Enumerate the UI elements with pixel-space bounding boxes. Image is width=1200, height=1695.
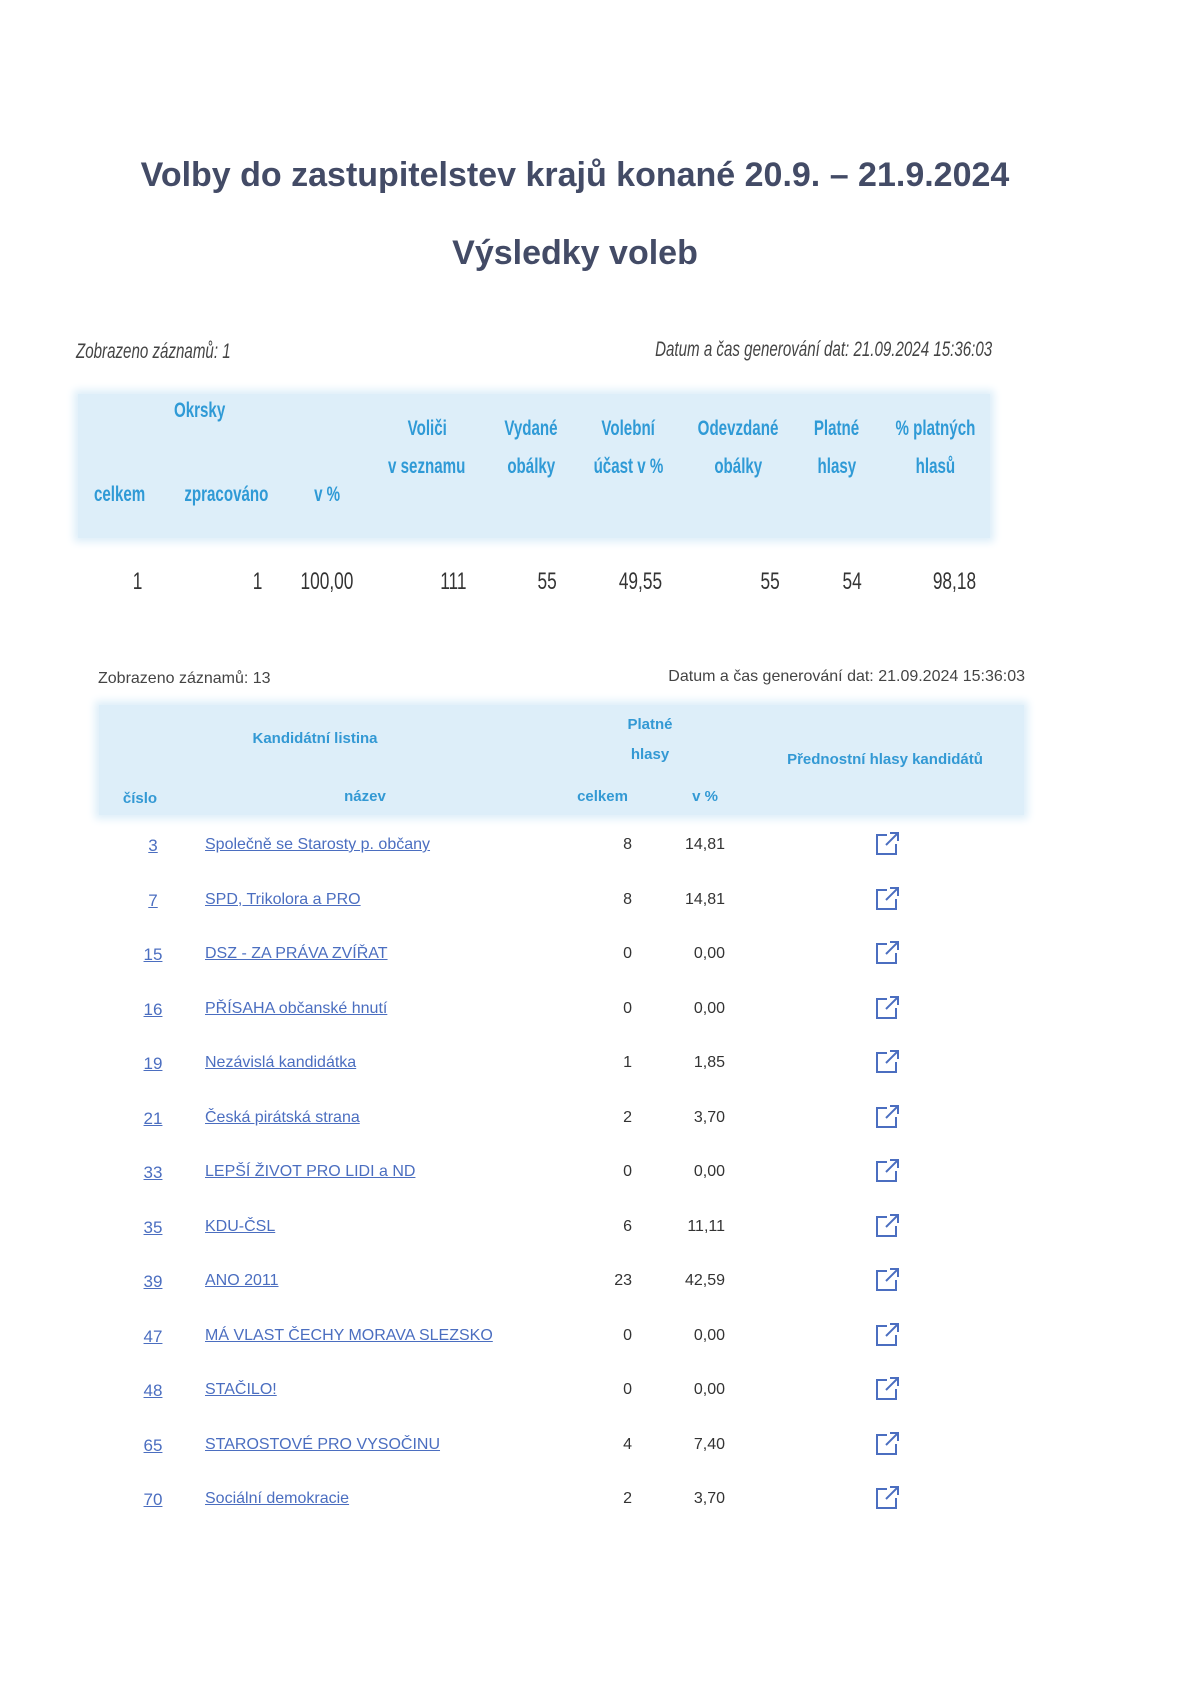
party-name-link[interactable]: Společně se Starosty p. občany	[205, 836, 431, 853]
external-link-icon[interactable]	[873, 1266, 901, 1294]
votes-total: 6	[623, 1217, 632, 1235]
summary-header-zpracovano: zpracováno	[183, 483, 269, 506]
party-name-link[interactable]: Nezávislá kandidátka	[205, 1054, 357, 1071]
party-number-link[interactable]: 70	[143, 1490, 163, 1509]
header-prednostni-hlasy: Přednostní hlasy kandidátů	[787, 751, 983, 768]
table-row	[98, 1490, 1025, 1530]
summary-header-vydane: Vydané obálky	[504, 417, 558, 478]
summary-value-ucast: 49,55	[618, 568, 662, 595]
records-count: Zobrazeno záznamů: 1	[76, 340, 231, 363]
votes-total: 8	[623, 890, 632, 908]
votes-total: 0	[623, 945, 632, 962]
summary-header-celkem: celkem	[94, 483, 146, 506]
table-row	[98, 836, 1025, 876]
votes-percent: 14,81	[684, 890, 725, 908]
summary-value-vydane: 55	[537, 568, 557, 595]
party-name-link[interactable]: ANO 2011	[205, 1272, 279, 1289]
party-number-link[interactable]: 47	[143, 1326, 163, 1346]
party-number-link[interactable]: 19	[143, 1054, 163, 1073]
page-subtitle: Výsledky voleb	[452, 234, 698, 272]
party-name-link[interactable]: DSZ - ZA PRÁVA ZVÍŘAT	[205, 945, 388, 962]
external-link-icon[interactable]	[873, 1484, 901, 1512]
summary-value-celkem: 1	[132, 568, 142, 595]
header-kandidatni-listina: Kandidátní listina	[252, 730, 378, 747]
votes-percent: 0,00	[693, 1163, 725, 1180]
votes-percent: 3,70	[693, 1490, 725, 1507]
votes-percent: 7,40	[693, 1435, 725, 1453]
party-name-link[interactable]: Sociální demokracie	[205, 1490, 350, 1507]
party-number-link[interactable]: 7	[148, 890, 158, 910]
votes-total: 8	[623, 836, 632, 853]
party-name-link[interactable]: LEPŠÍ ŽIVOT PRO LIDI a ND	[205, 1163, 416, 1180]
votes-percent: 14,81	[684, 836, 725, 853]
header-platne-hlasy: Platné hlasy	[627, 716, 673, 763]
summary-header-odevzdane: Odevzdané obálky	[697, 417, 779, 478]
table-row	[98, 1054, 1025, 1094]
header-nazev: název	[344, 788, 386, 805]
external-link-icon[interactable]	[873, 994, 901, 1022]
summary-value-odevzdane: 55	[760, 568, 780, 595]
summary-value-zpracovano: 1	[252, 568, 262, 595]
votes-percent: 0,00	[693, 1381, 725, 1398]
votes-total: 0	[623, 999, 632, 1017]
votes-total: 4	[623, 1435, 632, 1453]
votes-total: 1	[623, 1054, 632, 1071]
external-link-icon[interactable]	[873, 1430, 901, 1458]
votes-percent: 11,11	[687, 1217, 725, 1235]
summary-header-v-pct: v %	[313, 483, 341, 506]
party-number-link[interactable]: 3	[148, 836, 158, 855]
external-link-icon[interactable]	[873, 1048, 901, 1076]
votes-total: 2	[623, 1490, 632, 1507]
external-link-icon[interactable]	[873, 1157, 901, 1185]
party-name-link[interactable]: Česká pirátská strana	[205, 1108, 360, 1126]
party-name-link[interactable]: PŘÍSAHA občanské hnutí	[205, 999, 388, 1017]
header-v-pct: v %	[692, 788, 718, 805]
votes-percent: 0,00	[693, 945, 725, 962]
party-number-link[interactable]: 15	[143, 945, 163, 964]
external-link-icon[interactable]	[873, 1321, 901, 1349]
table-row	[98, 1436, 1025, 1476]
header-celkem: celkem	[577, 788, 628, 805]
table-row	[98, 1218, 1025, 1258]
party-name-link[interactable]: KDU-ČSL	[205, 1217, 276, 1235]
party-name-link[interactable]: STAČILO!	[205, 1381, 277, 1398]
party-generated-time: Datum a čas generování dat: 21.09.2024 15:36:03	[668, 668, 1025, 685]
party-number-link[interactable]: 21	[143, 1108, 163, 1128]
external-link-icon[interactable]	[873, 1212, 901, 1240]
table-row	[98, 945, 1025, 985]
party-number-link[interactable]: 65	[143, 1435, 163, 1455]
party-number-link[interactable]: 16	[143, 999, 163, 1019]
external-link-icon[interactable]	[873, 1103, 901, 1131]
external-link-icon[interactable]	[873, 830, 901, 858]
table-row	[98, 1000, 1025, 1040]
votes-percent: 42,59	[684, 1272, 725, 1289]
party-records-count: Zobrazeno záznamů: 13	[98, 670, 271, 687]
votes-percent: 0,00	[693, 1326, 725, 1344]
external-link-icon[interactable]	[873, 1375, 901, 1403]
party-number-link[interactable]: 39	[143, 1272, 163, 1291]
summary-header-volici: Voliči v seznamu	[388, 417, 466, 478]
summary-header-pct-platnych: % platných hlasů	[895, 417, 975, 478]
header-cislo: číslo	[122, 790, 158, 807]
summary-value-v-pct: 100,00	[300, 568, 353, 595]
party-name-link[interactable]: STAROSTOVÉ PRO VYSOČINU	[205, 1435, 441, 1453]
votes-percent: 3,70	[693, 1108, 725, 1126]
summary-header-ucast: Volební účast v %	[593, 417, 663, 478]
table-row	[98, 1381, 1025, 1421]
external-link-icon[interactable]	[873, 885, 901, 913]
page-title: Volby do zastupitelstev krajů konané 20.9. – 21.9.2024	[140, 156, 1010, 194]
votes-percent: 0,00	[693, 999, 725, 1017]
party-number-link[interactable]: 33	[143, 1163, 163, 1182]
table-row	[98, 1163, 1025, 1203]
summary-header-platne: Platné hlasy	[814, 417, 860, 478]
party-name-link[interactable]: SPD, Trikolora a PRO	[205, 890, 361, 908]
party-name-link[interactable]: MÁ VLAST ČECHY MORAVA SLEZSKO	[205, 1326, 493, 1344]
votes-total: 2	[623, 1108, 632, 1126]
table-row	[98, 1327, 1025, 1367]
party-number-link[interactable]: 48	[143, 1381, 163, 1400]
votes-percent: 1,85	[693, 1054, 725, 1071]
external-link-icon[interactable]	[873, 939, 901, 967]
summary-header-okrsky: Okrsky	[174, 399, 226, 422]
table-row	[98, 1109, 1025, 1149]
votes-total: 0	[623, 1163, 632, 1180]
votes-total: 23	[614, 1272, 632, 1289]
summary-value-platne: 54	[842, 568, 862, 595]
table-row	[98, 1272, 1025, 1312]
generated-time: Datum a čas generování dat: 21.09.2024 15:36:03	[654, 338, 992, 361]
party-number-link[interactable]: 35	[143, 1217, 163, 1237]
table-row	[98, 891, 1025, 931]
votes-total: 0	[623, 1381, 632, 1398]
votes-total: 0	[623, 1326, 632, 1344]
summary-value-pct-platnych: 98,18	[932, 568, 976, 595]
summary-value-volici: 111	[439, 568, 466, 595]
